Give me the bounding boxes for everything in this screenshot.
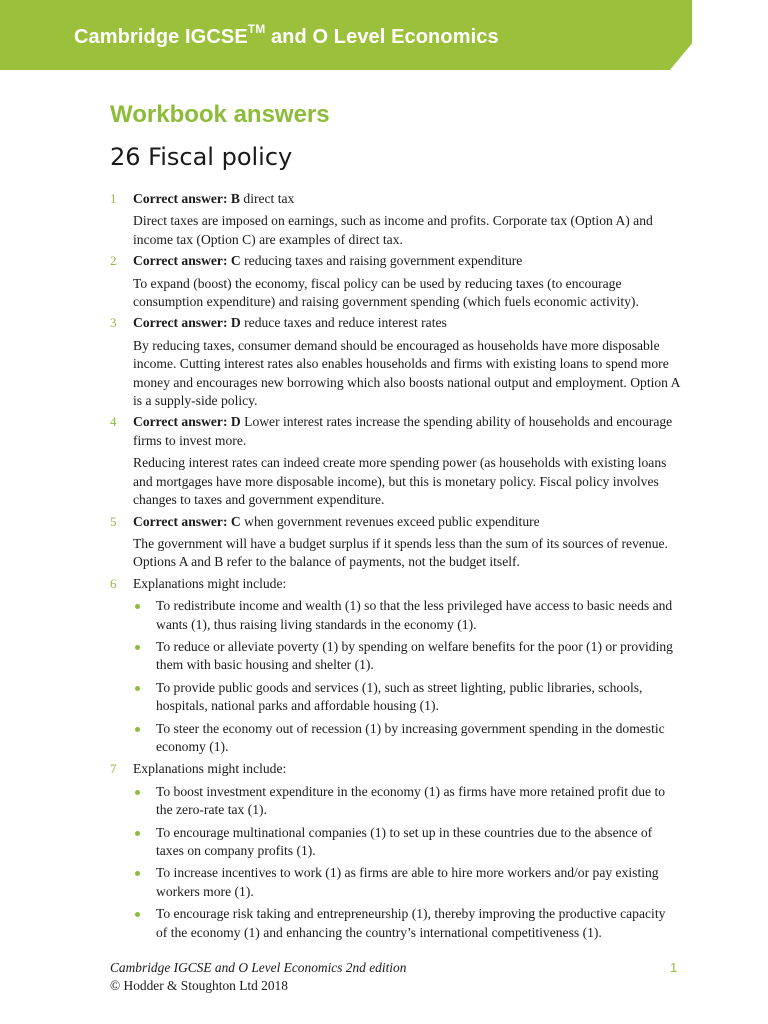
header-title	[74, 22, 499, 49]
bullet-list	[133, 783, 680, 942]
bullet-item	[133, 720, 680, 757]
bullet-dot-icon	[135, 790, 140, 795]
answer-text: when government revenues exceed public expenditure	[244, 513, 540, 529]
bullet-item	[133, 597, 680, 634]
bullet-text: To redistribute income and wealth (1) so that the less privileged have access to basic needs and wants (1), thus raising living standards in the economy (1).	[156, 598, 673, 632]
bullet-item	[133, 783, 680, 820]
bullet-dot-icon	[135, 604, 140, 609]
page-number: 1	[670, 960, 678, 975]
question-7	[110, 760, 680, 942]
question-6	[110, 575, 680, 757]
page-footer	[110, 959, 406, 995]
bullet-dot-icon	[135, 686, 140, 691]
question-number: 6	[110, 575, 117, 591]
header-title-rest: and O Level Economics	[265, 26, 499, 48]
question-3	[110, 314, 680, 410]
answer-letter: B	[230, 191, 240, 206]
answer-label: Correct answer:	[133, 253, 228, 269]
answer-text: direct tax	[243, 191, 295, 206]
question-5	[110, 513, 680, 572]
answer-label: Correct answer:	[133, 513, 228, 529]
footer-edition: Cambridge IGCSE and O Level Economics 2nd edition	[110, 960, 407, 975]
bullet-dot-icon	[135, 831, 140, 836]
bullet-item	[133, 824, 680, 861]
explanation: The government will have a budget surplus if it spends less than the sum of its sources of revenue. Options A and B refer to the balance of payments, not the budget itself.	[133, 535, 668, 570]
bullet-text: To boost investment expenditure in the economy (1) as firms have more retained profit due to the zero-rate tax (1).	[156, 783, 666, 818]
explanation: To expand (boost) the economy, fiscal policy can be used by reducing taxes (to encourage consumption expenditure) and raising government spending (which fuels economic activity).	[133, 275, 639, 310]
question-number: 3	[110, 315, 117, 331]
bullet-text: To provide public goods and services (1), such as street lighting, public libraries, schools, hospitals, national parks and affordable housing (1).	[156, 679, 643, 714]
bullet-text: To reduce or alleviate poverty (1) by spending on welfare benefits for the poor (1) or providing them with basic housing and shelter (1).	[156, 638, 673, 673]
answer-letter: D	[230, 315, 241, 331]
bullet-text: To steer the economy out of recession (1) by increasing government spending in the domestic economy (1).	[156, 720, 665, 754]
bullet-text: To encourage risk taking and entrepreneurship (1), thereby improving the productive capacity of the economy (1) and enhancing the country’s international competitiveness (1).	[156, 906, 666, 940]
trademark-mark: TM	[247, 22, 266, 37]
question-intro: Explanations might include:	[133, 575, 287, 591]
question-intro: Explanations might include:	[133, 761, 287, 777]
question-4	[110, 413, 680, 509]
answer-label: Correct answer:	[133, 191, 228, 206]
answer-line	[133, 252, 680, 270]
answer-text: Lower interest rates increase the spending ability of households and encourage firms to invest more.	[133, 414, 673, 448]
chapter-title: 26 Fiscal policy	[110, 143, 293, 171]
answer-letter: C	[230, 513, 241, 529]
explanation: Reducing interest rates can indeed create more spending power (as households with existing loans and mortgages have more disposable income), but this is monetary policy. Fiscal policy involves changes to taxes and government expenditure.	[133, 455, 667, 508]
answer-letter: C	[230, 253, 241, 269]
bullet-dot-icon	[135, 727, 140, 732]
bullet-item	[133, 905, 680, 942]
question-number: 2	[110, 253, 117, 269]
answer-line	[133, 413, 680, 450]
answer-text: reduce taxes and reduce interest rates	[244, 315, 447, 331]
bullet-list	[133, 597, 680, 756]
answer-line	[133, 314, 680, 332]
question-number: 5	[110, 513, 117, 529]
question-number: 4	[110, 414, 117, 430]
answer-label: Correct answer:	[133, 414, 228, 430]
bullet-text: To increase incentives to work (1) as firms are able to hire more workers and/or pay existing workers more (1).	[156, 865, 659, 899]
explanation: By reducing taxes, consumer demand should be encouraged as households have more disposable income. Cutting interest rates also enables households and firms with existing loans to spend more money and encourages new borrowing which also boosts national output and employment. Option A is a supply-side policy.	[133, 337, 680, 409]
bullet-item	[133, 679, 680, 716]
question-list	[110, 190, 680, 946]
header-title-main: Cambridge IGCSE	[74, 26, 248, 48]
workbook-heading: Workbook answers	[110, 101, 330, 128]
bullet-item	[133, 864, 680, 901]
question-1	[110, 190, 680, 249]
answer-letter: D	[230, 414, 241, 430]
question-2	[110, 252, 680, 311]
footer-copyright: © Hodder & Stoughton Ltd 2018	[110, 978, 288, 993]
bullet-item	[133, 638, 680, 675]
bullet-dot-icon	[135, 645, 140, 650]
answer-line	[133, 513, 680, 531]
bullet-dot-icon	[135, 871, 140, 876]
bullet-dot-icon	[135, 912, 140, 917]
bullet-text: To encourage multinational companies (1) to set up in these countries due to the absence of taxes on company profits (1).	[156, 824, 653, 858]
answer-line	[133, 190, 680, 208]
answer-label: Correct answer:	[133, 315, 228, 331]
answer-text: reducing taxes and raising government expenditure	[244, 253, 523, 269]
explanation: Direct taxes are imposed on earnings, such as income and profits. Corporate tax (Option A) and income tax (Option C) are examples of direct tax.	[133, 213, 653, 247]
question-number: 1	[110, 191, 117, 206]
question-number: 7	[110, 761, 117, 777]
